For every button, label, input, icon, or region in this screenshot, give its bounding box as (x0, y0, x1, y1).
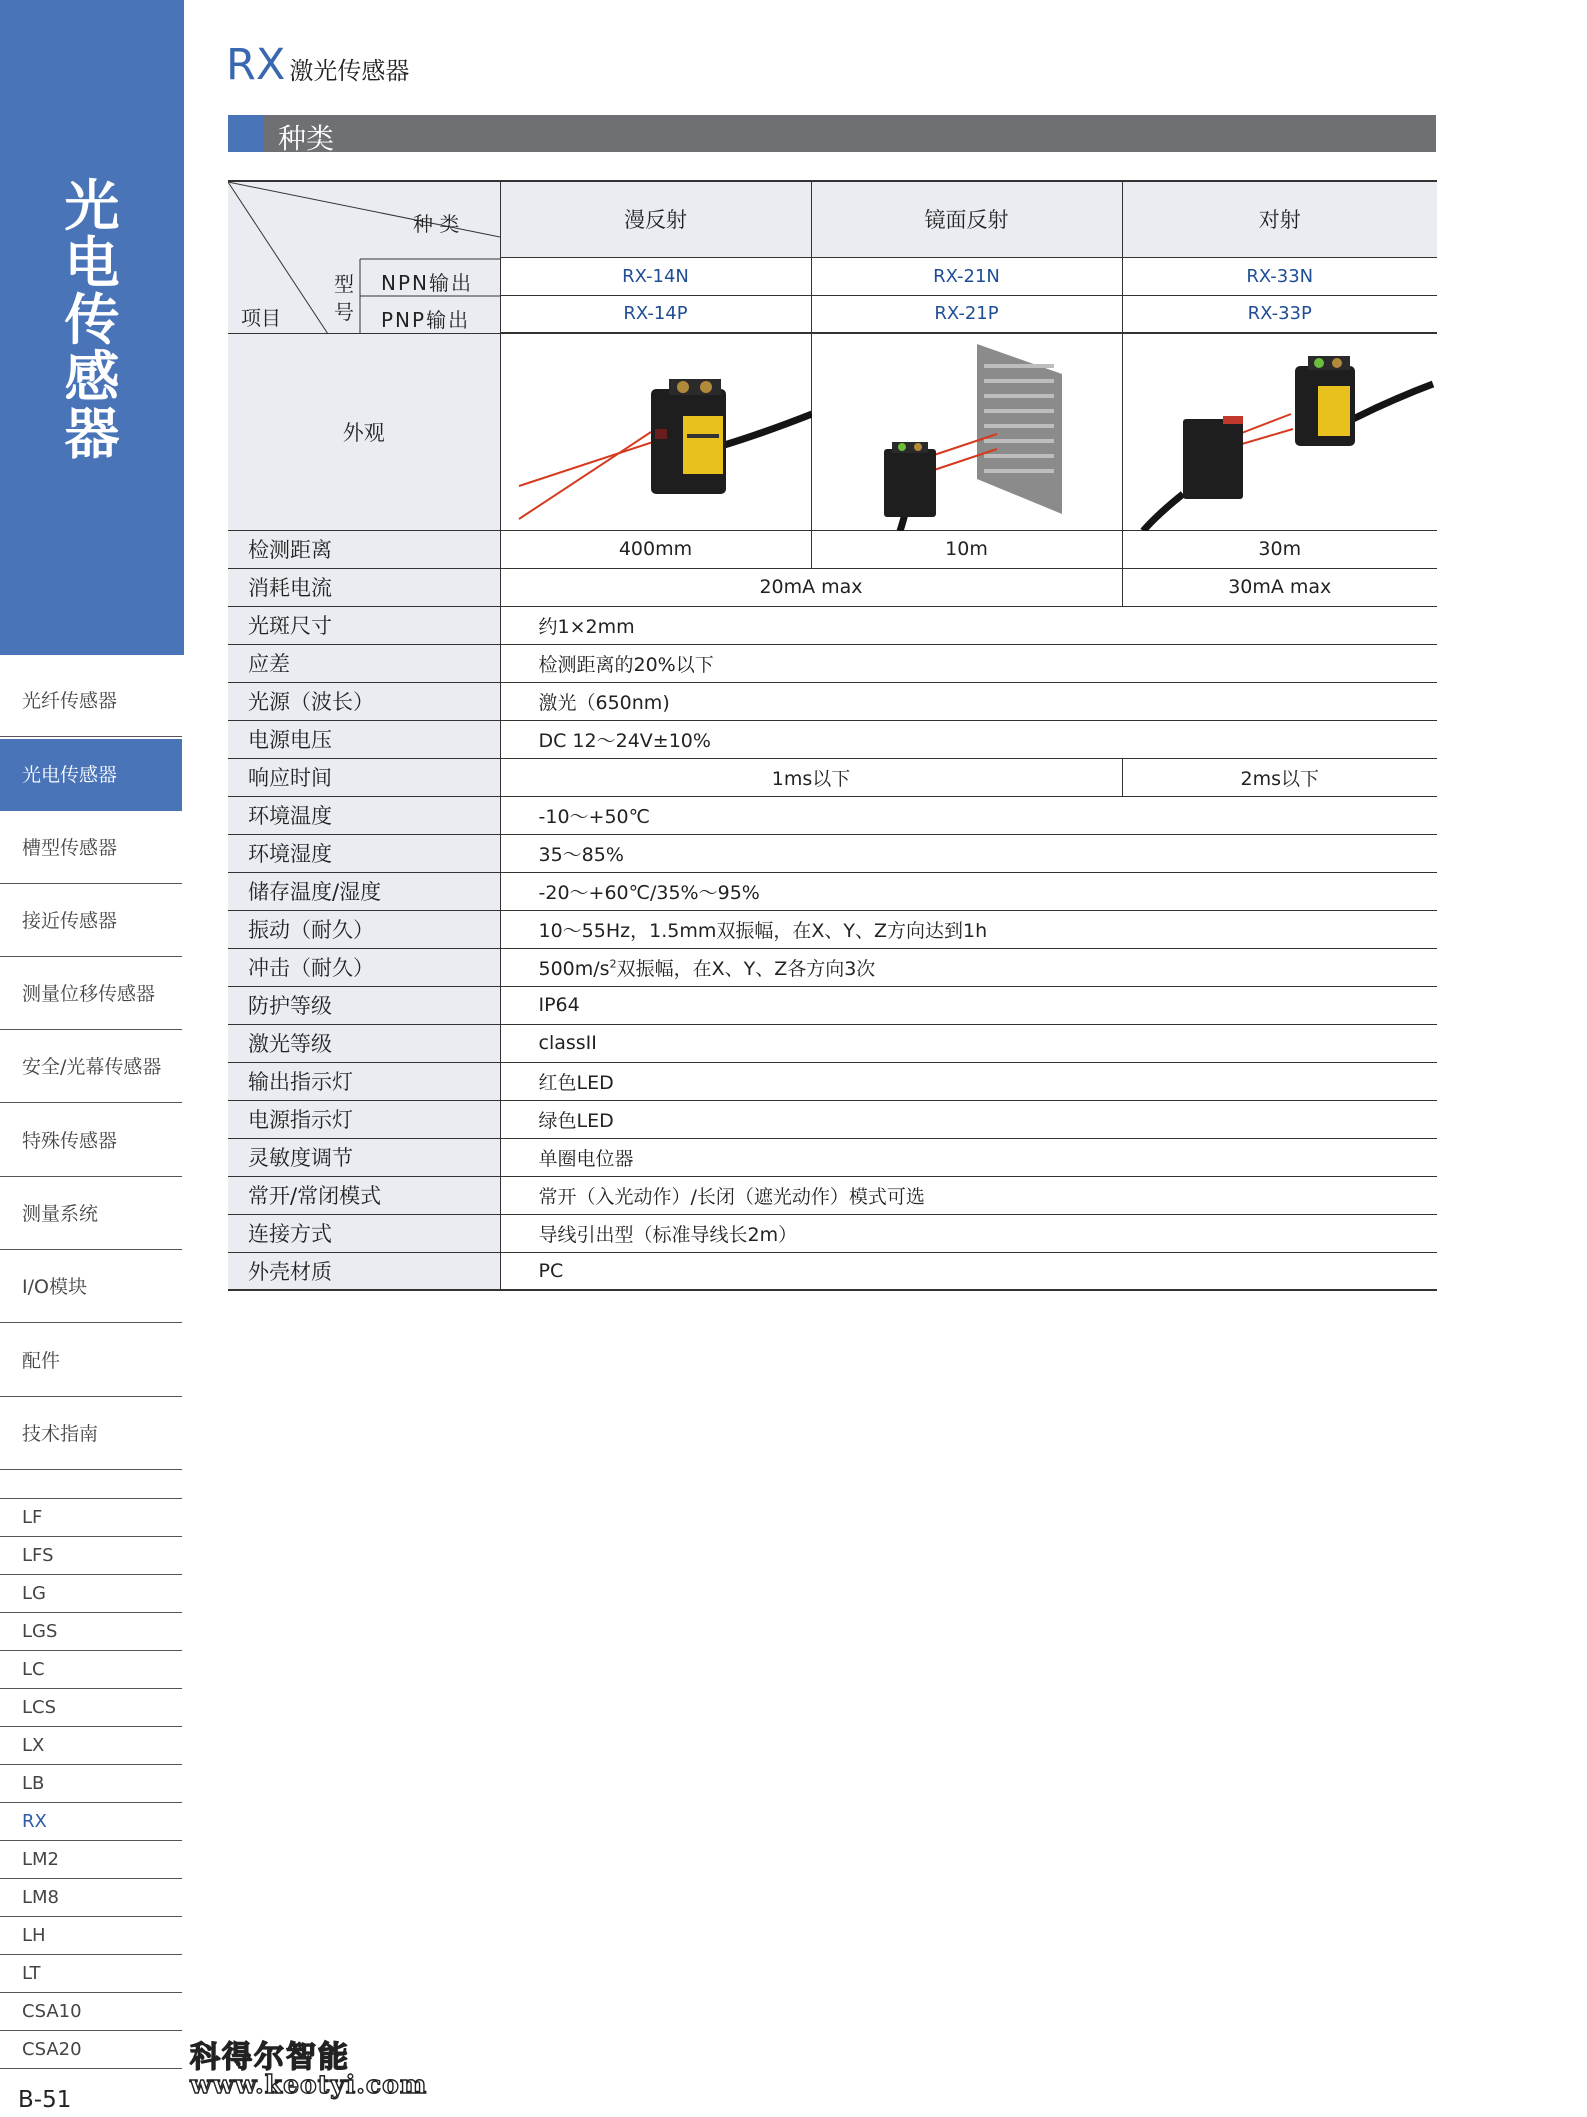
section-accent (228, 115, 264, 152)
model-lh[interactable]: LH (0, 1917, 182, 1955)
model-lx[interactable]: LX (0, 1727, 182, 1765)
model-lf[interactable]: LF (0, 1499, 182, 1537)
model-lm2[interactable]: LM2 (0, 1841, 182, 1879)
output-led-label: 输出指示灯 (228, 1062, 500, 1100)
voltage-value: DC 12～24V±10% (500, 720, 1437, 758)
corner-type-label: 种 类 (413, 212, 460, 236)
model-lc[interactable]: LC (0, 1651, 182, 1689)
current-value-2: 30mA max (1122, 568, 1437, 606)
page-number: B-51 (18, 2087, 72, 2113)
housing-value: PC (500, 1252, 1437, 1290)
hysteresis-value: 检测距离的20%以下 (500, 644, 1437, 682)
protection-value: IP64 (500, 986, 1437, 1024)
vibration-label: 振动（耐久） (228, 910, 500, 948)
detection-label: 检测距离 (228, 530, 500, 568)
npn-model-2: RX-21N (811, 257, 1122, 295)
mode-value: 常开（入光动作）/长闭（遮光动作）模式可选 (500, 1176, 1437, 1214)
spec-row-storage (228, 872, 1437, 910)
spec-row-mode (228, 1176, 1437, 1214)
detection-value-1: 400mm (500, 530, 811, 568)
pnp-model-1: RX-14P (500, 295, 811, 333)
category-measurement[interactable]: 测量系统 (0, 1178, 182, 1250)
humidity-label: 环境湿度 (228, 834, 500, 872)
series-subtitle: 激光传感器 (289, 57, 410, 85)
spec-row-housing (228, 1252, 1437, 1290)
category-proximity[interactable]: 接近传感器 (0, 885, 182, 957)
pnp-model-2: RX-21P (811, 295, 1122, 333)
spec-table (228, 180, 1437, 1291)
detection-value-3: 30m (1122, 530, 1437, 568)
spec-row-protection (228, 986, 1437, 1024)
model-csa20[interactable]: CSA20 (0, 2031, 182, 2069)
sensitivity-value: 单圈电位器 (500, 1138, 1437, 1176)
image-diffuse-sensor (500, 333, 811, 530)
sidebar (0, 0, 184, 2117)
spec-row-shock (228, 948, 1437, 986)
vibration-value: 10～55Hz，1.5mm双振幅，在X、Y、Z方向达到1h (500, 910, 1437, 948)
storage-label: 储存温度/湿度 (228, 872, 500, 910)
spec-row-current (228, 568, 1437, 606)
npn-model-1: RX-14N (500, 257, 811, 295)
type-through-beam: 对射 (1122, 181, 1437, 257)
sidebar-header (0, 0, 184, 655)
spec-row-spot (228, 606, 1437, 644)
section-bar (228, 115, 1436, 155)
current-label: 消耗电流 (228, 568, 500, 606)
model-lcs[interactable]: LCS (0, 1689, 182, 1727)
category-io[interactable]: I/O模块 (0, 1251, 182, 1323)
type-row (228, 181, 1437, 257)
power-led-value: 绿色LED (500, 1100, 1437, 1138)
connection-value: 导线引出型（标准导线长2m） (500, 1214, 1437, 1252)
hysteresis-label: 应差 (228, 644, 500, 682)
category-slot[interactable]: 槽型传感器 (0, 812, 182, 884)
shock-value (500, 948, 1437, 986)
shock-value-sup: 2 (609, 957, 617, 971)
spec-row-humidity (228, 834, 1437, 872)
category-guide[interactable]: 技术指南 (0, 1398, 182, 1470)
housing-label: 外壳材质 (228, 1252, 500, 1290)
type-diffuse: 漫反射 (500, 181, 811, 257)
spec-row-sensitivity (228, 1138, 1437, 1176)
category-special[interactable]: 特殊传感器 (0, 1105, 182, 1177)
npn-model-3: RX-33N (1122, 257, 1437, 295)
type-mirror: 镜面反射 (811, 181, 1122, 257)
watermark-url: www.keotyi.com (190, 2070, 428, 2099)
corner-model-label-2: 号 (334, 300, 354, 324)
response-value-1: 1ms以下 (500, 758, 1122, 796)
shock-value-prefix: 500m/s (538, 957, 610, 980)
response-label: 响应时间 (228, 758, 500, 796)
category-fiber[interactable]: 光纤传感器 (0, 665, 182, 737)
corner-model-label-1: 型 (334, 272, 354, 296)
spec-row-connection (228, 1214, 1437, 1252)
shock-label: 冲击（耐久） (228, 948, 500, 986)
spot-label: 光斑尺寸 (228, 606, 500, 644)
model-lt[interactable]: LT (0, 1955, 182, 1993)
storage-value: -20～+60℃/35%～95% (500, 872, 1437, 910)
spec-row-voltage (228, 720, 1437, 758)
light-source-value: 激光（650nm) (500, 682, 1437, 720)
corner-pnp-label: PNP输出 (381, 308, 471, 332)
category-photoelectric[interactable]: 光电传感器 (0, 739, 182, 811)
laser-class-value: classII (500, 1024, 1437, 1062)
connection-label: 连接方式 (228, 1214, 500, 1252)
temp-label: 环境温度 (228, 796, 500, 834)
model-lb[interactable]: LB (0, 1765, 182, 1803)
spec-row-output-led (228, 1062, 1437, 1100)
protection-label: 防护等级 (228, 986, 500, 1024)
spec-row-hysteresis (228, 644, 1437, 682)
appearance-row (228, 333, 1437, 530)
spec-row-detection (228, 530, 1437, 568)
voltage-label: 电源电压 (228, 720, 500, 758)
appearance-label: 外观 (228, 333, 500, 530)
spec-row-response (228, 758, 1437, 796)
image-mirror-sensor (811, 333, 1122, 530)
temp-value: -10～+50℃ (500, 796, 1437, 834)
sidebar-title: 光电传感器 (64, 174, 120, 466)
output-led-value: 红色LED (500, 1062, 1437, 1100)
spec-row-vibration (228, 910, 1437, 948)
model-lfs[interactable]: LFS (0, 1537, 182, 1575)
model-lg[interactable]: LG (0, 1575, 182, 1613)
sensitivity-label: 灵敏度调节 (228, 1138, 500, 1176)
category-safety[interactable]: 安全/光幕传感器 (0, 1031, 182, 1103)
spec-row-power-led (228, 1100, 1437, 1138)
response-value-2: 2ms以下 (1122, 758, 1437, 796)
corner-item-label: 项目 (241, 306, 281, 330)
corner-npn-label: NPN输出 (381, 271, 473, 295)
spot-value: 约1×2mm (500, 606, 1437, 644)
table-corner (228, 181, 500, 333)
category-accessories[interactable]: 配件 (0, 1325, 182, 1397)
laser-class-label: 激光等级 (228, 1024, 500, 1062)
power-led-label: 电源指示灯 (228, 1100, 500, 1138)
spec-row-laser-class (228, 1024, 1437, 1062)
humidity-value: 35～85% (500, 834, 1437, 872)
spec-row-light-source (228, 682, 1437, 720)
mode-label: 常开/常闭模式 (228, 1176, 500, 1214)
model-lgs[interactable]: LGS (0, 1613, 182, 1651)
current-value-1: 20mA max (500, 568, 1122, 606)
watermark-name: 科得尔智能 (190, 2040, 350, 2075)
pnp-model-3: RX-33P (1122, 295, 1437, 333)
page-header (226, 40, 409, 90)
model-csa10[interactable]: CSA10 (0, 1993, 182, 2031)
series-name: RX (226, 40, 286, 90)
shock-value-suffix: 双振幅，在X、Y、Z各方向3次 (616, 957, 876, 980)
model-rx[interactable]: RX (0, 1803, 182, 1841)
model-lm8[interactable]: LM8 (0, 1879, 182, 1917)
spec-row-temp (228, 796, 1437, 834)
detection-value-2: 10m (811, 530, 1122, 568)
category-displacement[interactable]: 测量位移传感器 (0, 958, 182, 1030)
light-source-label: 光源（波长） (228, 682, 500, 720)
image-through-beam-sensor (1122, 333, 1437, 530)
section-title: 种类 (278, 122, 335, 155)
